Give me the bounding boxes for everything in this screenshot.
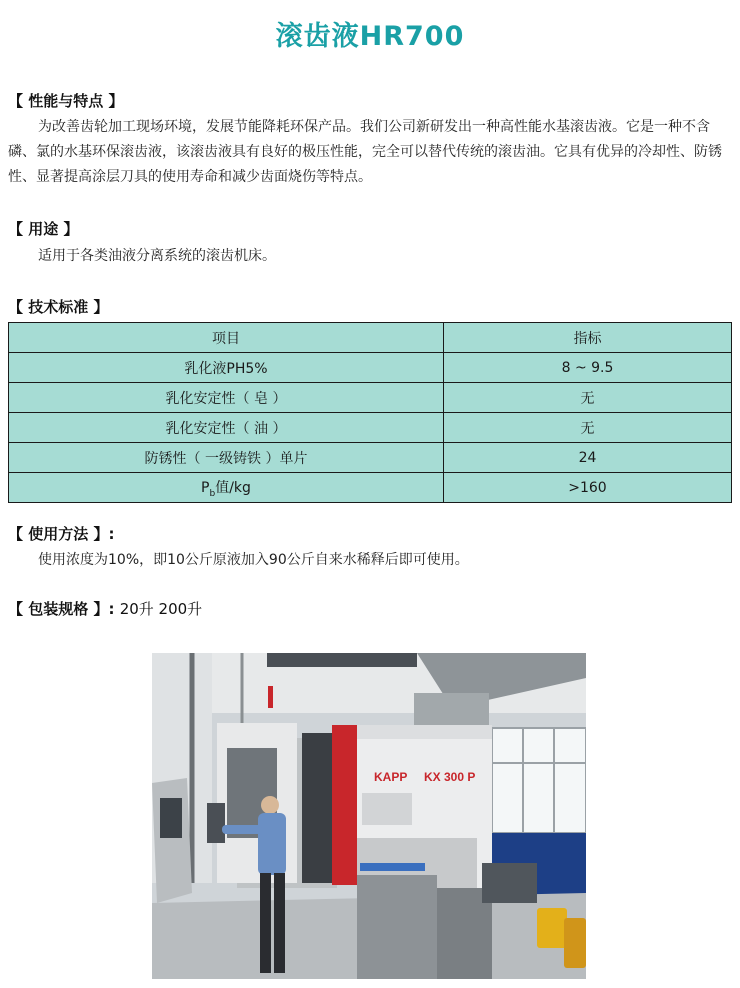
spec-value: 无 (444, 383, 732, 413)
table-row (9, 413, 732, 443)
packaging-value: 20升 200升 (119, 600, 203, 618)
usage-heading: 【 用途 】 (8, 220, 79, 238)
table-row (9, 353, 732, 383)
spec-item-tail: 值/kg (215, 479, 251, 496)
packaging-row (8, 598, 202, 619)
spec-item-main: P (201, 479, 210, 496)
spec-value: 无 (444, 413, 732, 443)
spec-item: 乳化安定性（ 油 ） (9, 413, 444, 443)
method-text: 使用浓度为10%，即10公斤原液加入90公斤自来水稀释后即可使用。 (38, 552, 469, 568)
spec-heading: 【 技术标准 】 (8, 298, 109, 316)
spec-item (9, 473, 444, 503)
spec-item-subscript: b (209, 488, 216, 499)
table-header-row (9, 323, 732, 353)
method-heading: 【 使用方法 】: (8, 525, 115, 543)
table-row (9, 383, 732, 413)
features-text: 为改善齿轮加工现场环境，发展节能降耗环保产品。我们公司新研发出一种高性能水基滚齿液。它是一种不含磷、氯的水基环保滚齿液，该滚齿液具有良好的极压性能，完全可以替代传统的滚齿油。它具有优异的冷却性、防锈性、显著提高涂层刀具的使用寿命和减少齿面烧伤等特点。 (8, 119, 722, 185)
page-title: 滚齿液HR700 (275, 21, 465, 52)
spec-item: 防锈性（ 一级铸铁 ）单片 (9, 443, 444, 473)
column-header-item: 项目 (9, 323, 444, 353)
spec-value: 24 (444, 443, 732, 473)
spec-value: 8 ~ 9.5 (444, 353, 732, 383)
spec-item: 乳化液PH5% (9, 353, 444, 383)
product-photo (152, 653, 586, 979)
spec-item: 乳化安定性（ 皂 ） (9, 383, 444, 413)
column-header-value: 指标 (444, 323, 732, 353)
table-row (9, 473, 732, 503)
spec-value: >160 (444, 473, 732, 503)
factory-machine-illustration (152, 653, 586, 979)
packaging-heading: 【 包装规格 】: (8, 600, 115, 618)
table-row (9, 443, 732, 473)
features-heading: 【 性能与特点 】 (8, 92, 124, 110)
machine-model-label: KX 300 P (424, 770, 476, 784)
spec-table (8, 322, 732, 503)
usage-text: 适用于各类油液分离系统的滚齿机床。 (38, 248, 276, 264)
machine-brand-label: KAPP (374, 770, 408, 784)
